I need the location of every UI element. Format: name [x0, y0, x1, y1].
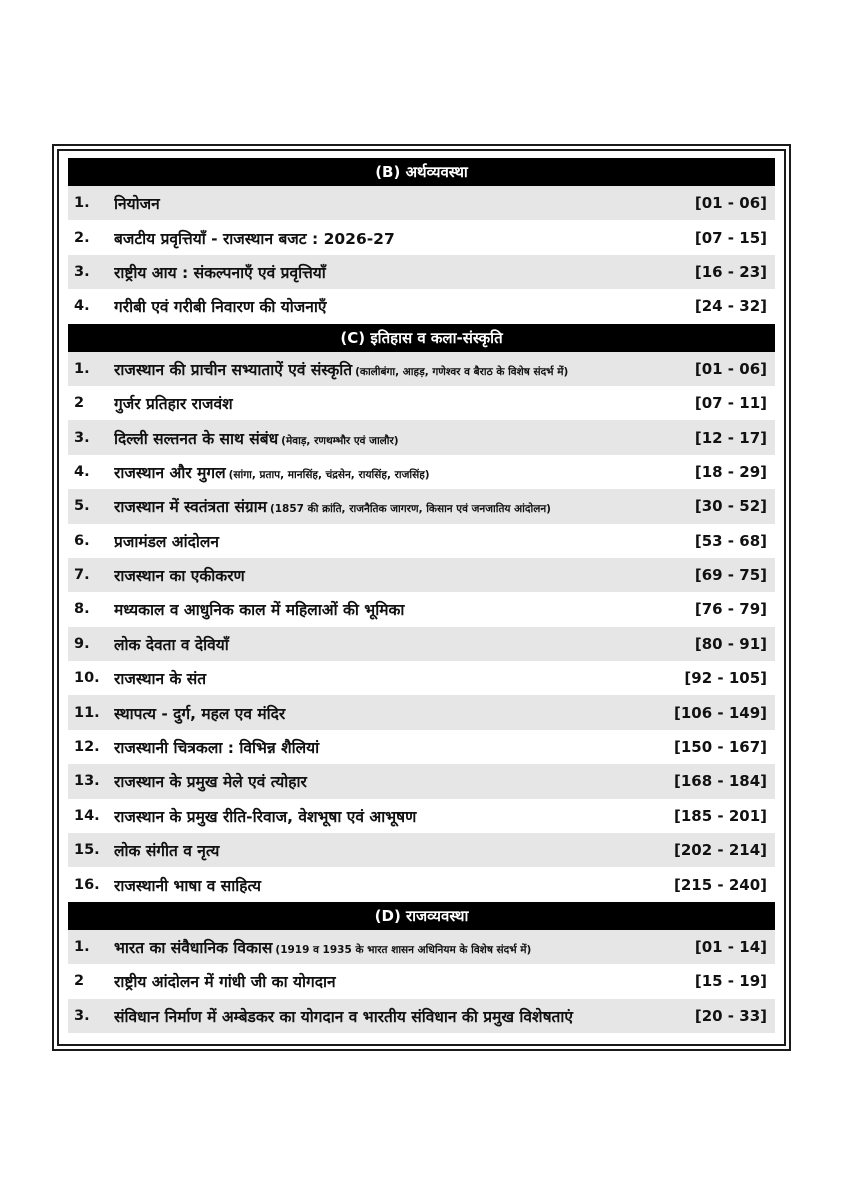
chapter-number: 8.: [74, 601, 90, 618]
chapter-title: राजस्थानी चित्रकला : विभिन्न शैलियां: [114, 739, 320, 758]
chapter-number: 12.: [74, 739, 100, 756]
chapter-title: बजटीय प्रवृत्तियाँ - राजस्थान बजट : 2026-27: [114, 229, 395, 248]
chapter-title: राष्ट्रीय आय : संकल्पनाएँ एवं प्रवृत्तियाँ: [114, 263, 326, 282]
page-range: [18 - 29]: [694, 462, 767, 481]
chapter-title-wrap: [114, 702, 674, 724]
page-range: [01 - 06]: [694, 359, 767, 378]
chapter-title-wrap: [114, 970, 695, 992]
page-range: [80 - 91]: [694, 634, 767, 653]
chapter-title-wrap: [114, 598, 695, 620]
page-range: [92 - 105]: [684, 669, 767, 688]
chapter-title-wrap: [114, 1005, 695, 1027]
chapter-title-wrap: [114, 874, 674, 896]
chapter-title-wrap: [114, 736, 674, 758]
chapter-title: राजस्थान के संत: [114, 670, 207, 689]
toc-row: [68, 930, 775, 964]
toc-row: [68, 524, 775, 558]
toc-row: [68, 799, 775, 833]
page-range: [01 - 14]: [694, 938, 767, 956]
toc-row: [68, 489, 775, 523]
page-range: [01 - 06]: [694, 194, 767, 213]
page-range: [24 - 32]: [694, 297, 767, 316]
chapter-title-wrap: [114, 530, 695, 552]
chapter-title-wrap: [114, 495, 695, 517]
chapter-number: 1.: [74, 939, 90, 955]
chapter-title-wrap: [114, 358, 695, 380]
page-range: [106 - 149]: [673, 703, 767, 722]
toc-row: [68, 386, 775, 420]
toc-row: [68, 627, 775, 661]
page-range: [76 - 79]: [694, 600, 767, 619]
page-range: [168 - 184]: [673, 772, 767, 791]
chapter-number: 3.: [74, 263, 90, 280]
chapter-title-wrap: [114, 461, 695, 483]
chapter-title: प्रजामंडल आंदोलन: [114, 532, 219, 551]
chapter-title: नियोजन: [114, 195, 160, 214]
chapter-number: 5.: [74, 498, 90, 515]
toc-row: [68, 352, 775, 386]
page-range: [53 - 68]: [694, 531, 767, 550]
toc-row: [68, 964, 775, 998]
page-range: [30 - 52]: [694, 497, 767, 516]
page-range: [12 - 17]: [694, 428, 767, 447]
chapter-title: लोक देवता व देवियाँ: [114, 635, 229, 654]
chapter-title: राजस्थान के प्रमुख मेले एवं त्योहार: [114, 773, 307, 792]
chapter-title: मध्यकाल व आधुनिक काल में महिलाओं की भूमिका: [114, 601, 405, 620]
page-range: [69 - 75]: [694, 566, 767, 585]
chapter-title-wrap: [114, 770, 674, 792]
chapter-number: 14.: [74, 807, 100, 824]
chapter-title: स्थापत्य - दुर्ग, महल एव मंदिर: [114, 704, 286, 723]
chapter-title: राजस्थानी भाषा व साहित्य: [114, 876, 262, 895]
chapter-title-wrap: [114, 936, 695, 958]
toc-row: [68, 220, 775, 254]
toc-row: [68, 255, 775, 289]
chapter-number: 9.: [74, 635, 90, 652]
chapter-title-wrap: [114, 392, 695, 414]
page-range: [150 - 167]: [673, 738, 767, 757]
chapter-number: 4.: [74, 298, 90, 315]
chapter-number: 1.: [74, 195, 90, 212]
toc-row: [68, 730, 775, 764]
chapter-title: राजस्थान में स्वतंत्रता संग्राम: [114, 498, 267, 517]
chapter-note: (कालीबंगा, आहड़, गणेश्वर व बैराठ के विशेष संदर्भ में): [355, 365, 569, 378]
toc-outer-border: [52, 144, 791, 1051]
toc-row: [68, 420, 775, 454]
chapter-title: गुर्जर प्रतिहार राजवंश: [114, 395, 233, 414]
page-range: [20 - 33]: [694, 1006, 767, 1025]
chapter-title-wrap: [114, 564, 695, 586]
page-range: [215 - 240]: [673, 875, 767, 894]
toc-row: [68, 289, 775, 323]
table-of-contents: [68, 158, 775, 1033]
chapter-number: 3.: [74, 429, 90, 446]
chapter-title-wrap: [114, 805, 674, 827]
chapter-number: 6.: [74, 532, 90, 549]
chapter-note: (1857 की क्रांति, राजनैतिक जागरण, किसान एवं जनजातिय आंदोलन): [269, 503, 551, 516]
chapter-number: 3.: [74, 1007, 90, 1024]
chapter-title: भारत का संवैधानिक विकास: [114, 939, 273, 957]
chapter-title: गरीबी एवं गरीबी निवारण की योजनाएँ: [114, 298, 327, 317]
toc-row: [68, 764, 775, 798]
chapter-title: लोक संगीत व नृत्य: [114, 842, 220, 861]
chapter-title-wrap: [114, 295, 695, 317]
section-header: (D) राजव्यवस्था: [68, 902, 775, 930]
toc-row: [68, 999, 775, 1033]
section-header: (C) इतिहास व कला-संस्कृति: [68, 324, 775, 352]
chapter-title: संविधान निर्माण में अम्बेडकर का योगदान व भारतीय संविधान की प्रमुख विशेषताएं: [114, 1007, 573, 1026]
chapter-title-wrap: [114, 227, 695, 249]
chapter-title-wrap: [114, 192, 695, 214]
toc-row: [68, 833, 775, 867]
page-range: [07 - 15]: [694, 228, 767, 247]
chapter-number: 4.: [74, 463, 90, 480]
toc-inner-border: [57, 149, 786, 1046]
toc-row: [68, 695, 775, 729]
chapter-title: राजस्थान की प्राचीन सभ्याताऐं एवं संस्कृति: [114, 360, 353, 379]
chapter-number: 16.: [74, 876, 100, 893]
toc-row: [68, 455, 775, 489]
chapter-note: (मेवाड़, रणथम्भौर एवं जालौर): [281, 434, 399, 447]
section-header: (B) अर्थव्यवस्था: [68, 158, 775, 186]
toc-row: [68, 592, 775, 626]
chapter-number: 2.: [74, 229, 90, 246]
page-range: [07 - 11]: [694, 394, 767, 413]
chapter-title-wrap: [114, 427, 695, 449]
chapter-number: 10.: [74, 670, 100, 687]
chapter-number: 11.: [74, 704, 100, 721]
chapter-title-wrap: [114, 261, 695, 283]
chapter-number: 7.: [74, 567, 90, 584]
chapter-title-wrap: [114, 633, 695, 655]
chapter-note: (सांगा, प्रताप, मानसिंह, चंद्रसेन, रायसिंह, राजसिंह): [228, 468, 430, 481]
page-range: [15 - 19]: [694, 972, 767, 991]
chapter-title: दिल्ली सल्तनत के साथ संबंध: [114, 429, 279, 448]
chapter-title: राष्ट्रीय आंदोलन में गांधी जी का योगदान: [114, 973, 336, 992]
page-range: [185 - 201]: [673, 806, 767, 825]
toc-row: [68, 661, 775, 695]
chapter-number: 2: [74, 973, 85, 990]
chapter-number: 2: [74, 395, 85, 412]
toc-row: [68, 186, 775, 220]
chapter-title: राजस्थान का एकीकरण: [114, 567, 245, 586]
toc-row: [68, 867, 775, 901]
chapter-number: 13.: [74, 773, 100, 790]
chapter-title: राजस्थान के प्रमुख रीति-रिवाज, वेशभूषा एवं आभूषण: [114, 807, 417, 826]
chapter-number: 15.: [74, 842, 100, 859]
chapter-note: (1919 व 1935 के भारत शासन अधिनियम के विशेष संदर्भ में): [275, 944, 532, 956]
chapter-title: राजस्थान और मुगल: [114, 463, 226, 482]
chapter-title-wrap: [114, 839, 674, 861]
chapter-title-wrap: [114, 667, 684, 689]
page-range: [202 - 214]: [673, 841, 767, 860]
toc-row: [68, 558, 775, 592]
chapter-number: 1.: [74, 360, 90, 377]
page-range: [16 - 23]: [694, 262, 767, 281]
